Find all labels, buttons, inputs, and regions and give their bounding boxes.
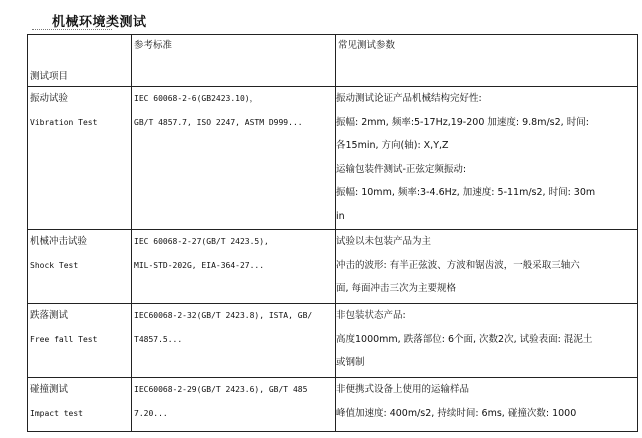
- document-title: 机械环境类测试: [52, 15, 147, 30]
- param-line: 振幅: 2mm, 频率:5-17Hz,19-200 加速度: 9.8m/s2, 时间:: [336, 116, 589, 128]
- param-line: 振幅: 10mm, 频率:3-4.6Hz, 加速度: 5-11m/s2, 时间: 30m: [336, 187, 596, 198]
- test-item-name-en: Impact test: [30, 408, 83, 418]
- table-row: [28, 230, 638, 304]
- header-test-item: 测试项目: [30, 71, 69, 82]
- params-cell: [336, 304, 638, 378]
- param-line: 试验以未包装产品为主: [336, 236, 432, 247]
- test-item-name-en: Free fall Test: [30, 334, 98, 344]
- test-item-cell: [28, 230, 132, 304]
- table-row: [28, 378, 638, 432]
- table-row: [28, 87, 638, 230]
- standard-cell: [132, 87, 336, 230]
- param-line: 高度1000mm, 跌落部位: 6个面, 次数2次, 试验表面: 混泥土: [336, 333, 593, 345]
- header-cell-standard: [132, 35, 336, 87]
- standard-cell: [132, 230, 336, 304]
- param-line: 运输包装件测试-正弦定频振动:: [336, 163, 467, 175]
- test-item-name-zh: 振动试验: [30, 93, 69, 104]
- test-item-name-en: Shock Test: [30, 260, 79, 270]
- test-standards-table: [27, 34, 638, 432]
- standard-line: IEC 60068-2-27(GB/T 2423.5),: [134, 237, 269, 246]
- standard-line: IEC60068-2-32(GB/T 2423.8), ISTA, GB/: [134, 311, 313, 320]
- params-cell: [336, 87, 638, 230]
- table-row: [28, 304, 638, 378]
- standard-line: 7.20...: [134, 408, 168, 418]
- param-line: 峰值加速度: 400m/s2, 持续时间: 6ms, 碰撞次数: 1000: [336, 407, 577, 419]
- standard-line: IEC60068-2-29(GB/T 2423.6), GB/T 485: [134, 385, 308, 394]
- standard-line: MIL-STD-202G, EIA-364-27...: [134, 260, 265, 270]
- header-cell-test-item: [28, 35, 132, 87]
- param-line: 冲击的波形: 有半正弦波、方波和锯齿波，一般采取三轴六: [336, 259, 580, 271]
- test-item-name-zh: 机械冲击试验: [30, 236, 88, 247]
- header-common-parameters: 常见测试参数: [338, 40, 396, 51]
- param-line: 各15min, 方向(轴): X,Y,Z: [336, 140, 449, 151]
- test-item-cell: [28, 304, 132, 378]
- test-item-name-zh: 碰撞测试: [30, 384, 69, 395]
- param-line: 非包装状态产品:: [336, 310, 406, 321]
- standard-cell: [132, 378, 336, 432]
- standard-cell: [132, 304, 336, 378]
- test-item-cell: [28, 87, 132, 230]
- table-header-row: [28, 35, 638, 87]
- param-line: 面, 每面冲击三次为主要规格: [336, 283, 457, 294]
- param-line: 振动测试论证产品机械结构完好性:: [336, 93, 482, 104]
- header-cell-params: [336, 35, 638, 87]
- header-reference-standard: 参考标准: [134, 40, 173, 51]
- test-item-name-zh: 跌落测试: [30, 310, 69, 321]
- param-line: 非便携式设备上使用的运输样品: [336, 384, 470, 395]
- param-line: in: [336, 210, 345, 222]
- standard-line: GB/T 4857.7, ISO 2247, ASTM D999...: [134, 117, 303, 127]
- params-cell: [336, 230, 638, 304]
- test-item-cell: [28, 378, 132, 432]
- param-line: 或钢制: [336, 357, 365, 368]
- cropped-subtitle-remnant: [32, 29, 112, 33]
- standard-line: IEC 60068-2-6(GB2423.10)，: [134, 94, 258, 103]
- params-cell: [336, 378, 638, 432]
- standard-line: T4857.5...: [134, 334, 183, 344]
- test-item-name-en: Vibration Test: [30, 117, 98, 127]
